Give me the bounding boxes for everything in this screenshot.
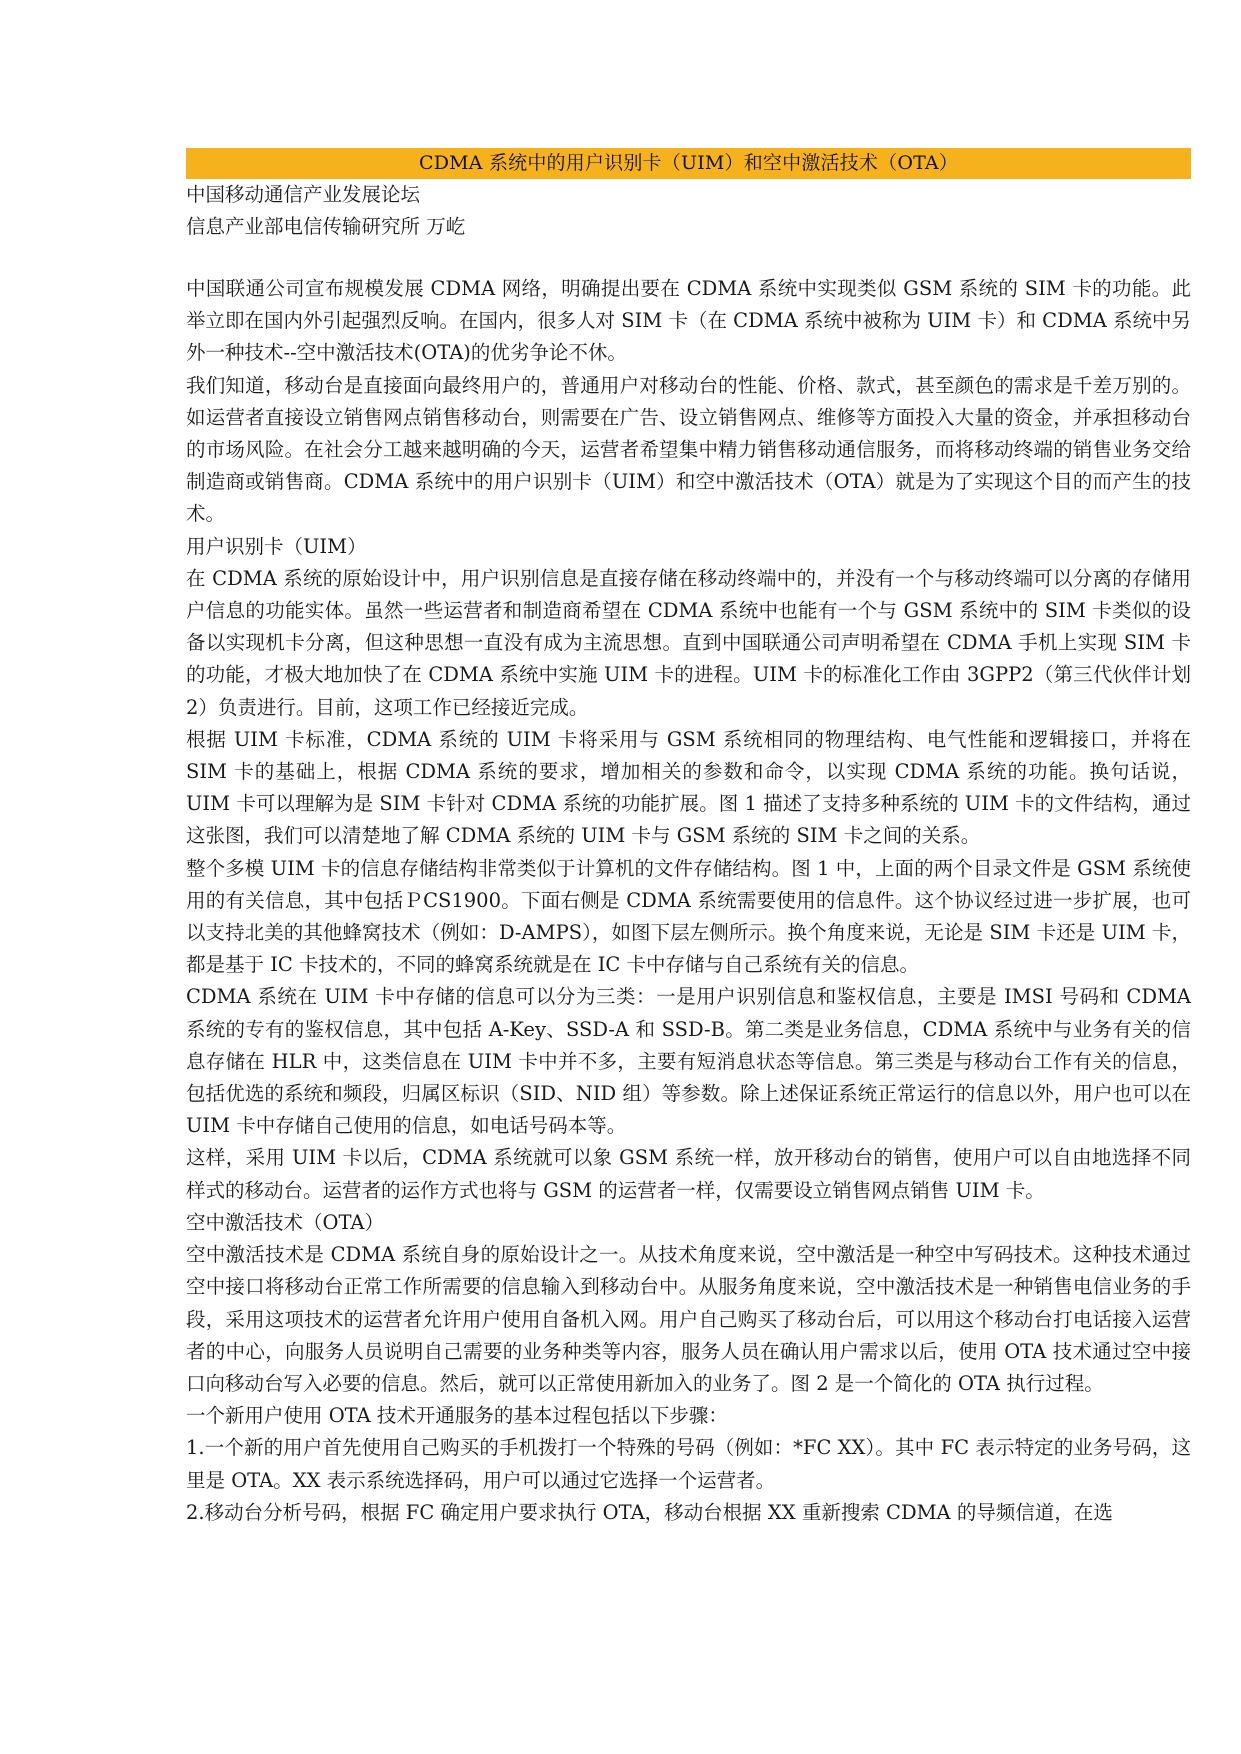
paragraph-ota-description: 空中激活技术是 CDMA 系统自身的原始设计之一。从技术角度来说，空中激活是一种空中写码技术。这种技术通过空中接口将移动台正常工作所需要的信息输入到移动台中。从服务角度来说，空中激活技术是一种销售电信业务的手段，采用这项技术的运营者允许用户使用自备机入网。用户自己购买了移动台后，可以用这个移动台打电话接入运营者的中心，向服务人员说明自己需要的业务种类等内容，服务人员在确认用户需求以后，使用 OTA 技术通过空中接口向移动台写入必要的信息。然后，就可以正常使用新加入的业务了。图 2 是一个简化的 OTA 执行过程。 (186, 1243, 1191, 1395)
paragraph-uim-info-types: CDMA 系统在 UIM 卡中存储的信息可以分为三类：一是用户识别信息和鉴权信息，主要是 IMSI 号码和 CDMA 系统的专有的鉴权信息，其中包括 A-Key、SSD-A 和 SSD-B。第二类是业务信息，CDMA 系统中与业务有关的信息存储在 HLR 中，这类信息在 UIM 卡中并不多，主要有短消息状态等信息。第三类是与移动台工作有关的信息，包括优选的系统和频段，归属区标识（SID、NID 组）等参数。除上述保证系统正常运行的信息以外，用户也可以在 UIM 卡中存储自己使用的信息，如电话号码本等。 (186, 985, 1191, 1138)
paragraph-ota-step-1: 1.一个新的用户首先使用自己购买的手机拨打一个特殊的号码（例如：*FC XX）。其中 FC 表示特定的业务号码，这里是 OTA。XX 表示系统选择码，用户可以通过它选择一个运营者。 (186, 1436, 1191, 1492)
paragraph-motivation: 我们知道，移动台是直接面向最终用户的，普通用户对移动台的性能、价格、款式，甚至颜色的需求是千差万别的。如运营者直接设立销售网点销售移动台，则需要在广告、设立销售网点、维修等方面投入大量的资金，并承担移动台的市场风险。在社会分工越来越明确的今天，运营者希望集中精力销售移动通信服务，而将移动终端的销售业务交给制造商或销售商。CDMA 系统中的用户识别卡（UIM）和空中激活技术（OTA）就是为了实现这个目的而产生的技术。 (186, 373, 1191, 526)
paragraph-ota-steps-intro: 一个新用户使用 OTA 技术开通服务的基本过程包括以下步骤： (186, 1404, 728, 1428)
section-heading-uim: 用户识别卡（UIM） (186, 534, 367, 558)
source-line: 中国移动通信产业发展论坛 (186, 183, 421, 206)
author-line: 信息产业部电信传输研究所 万屹 (186, 215, 466, 238)
blank-line (186, 243, 1191, 273)
section-heading-ota: 空中激活技术（OTA） (186, 1210, 385, 1234)
paragraph-uim-standard: 根据 UIM 卡标准，CDMA 系统的 UIM 卡将采用与 GSM 系统相同的物理结构、电气性能和逻辑接口，并将在 SIM 卡的基础上，根据 CDMA 系统的要求，增加相关的参数和命令，以实现 CDMA 系统的功能。换句话说，UIM 卡可以理解为是 SIM 卡针对 CDMA 系统的功能扩展。图 1 描述了支持多种系统的 UIM 卡的文件结构，通过这张图，我们可以清楚地了解 CDMA 系统的 UIM 卡与 GSM 系统的 SIM 卡之间的关系。 (186, 727, 1191, 848)
paragraph-ota-step-2: 2.移动台分析号码，根据 FC 确定用户要求执行 OTA，移动台根据 XX 重新搜索 CDMA 的导频信道，在选 (186, 1500, 1113, 1524)
paragraph-uim-history: 在 CDMA 系统的原始设计中，用户识别信息是直接存储在移动终端中的，并没有一个与移动终端可以分离的存储用户信息的功能实体。虽然一些运营者和制造商希望在 CDMA 系统中也能有一个与 GSM 系统中的 SIM 卡类似的设备以实现机卡分离，但这种思想一直没有成为主流思想。直到中国联通公司声明希望在 CDMA 手机上实现 SIM 卡的功能，才极大地加快了在 CDMA 系统中实施 UIM 卡的进程。UIM 卡的标准化工作由 3GPP2（第三代伙伴计划 2）负责进行。目前，这项工作已经接近完成。 (186, 566, 1191, 719)
paragraph-intro: 中国联通公司宣布规模发展 CDMA 网络，明确提出要在 CDMA 系统中实现类似 GSM 系统的 SIM 卡的功能。此举立即在国内外引起强烈反响。在国内，很多人对 SIM 卡（在 CDMA 系统中被称为 UIM 卡）和 CDMA 系统中另外一种技术--空中激活技术(OTA)的优劣争论不休。 (186, 277, 1191, 365)
document-page (186, 148, 1191, 1529)
paragraph-uim-structure: 整个多模 UIM 卡的信息存储结构非常类似于计算机的文件存储结构。图 1 中，上面的两个目录文件是 GSM 系统使用的有关信息，其中包括ＰCS1900。下面右侧是 CDMA 系统需要使用的信息件。这个协议经过进一步扩展，也可以支持北美的其他蜂窝技术（例如：D-AMPS），如图下层左侧所示。换个角度来说，无论是 SIM 卡还是 UIM 卡，都是基于 IC 卡技术的，不同的蜂窝系统就是在 IC 卡中存储与自己系统有关的信息。 (186, 856, 1191, 977)
paragraph-uim-conclusion: 这样，采用 UIM 卡以后，CDMA 系统就可以象 GSM 系统一样，放开移动台的销售，使用户可以自由地选择不同样式的移动台。运营者的运作方式也将与 GSM 的运营者一样，仅需要设立销售网点销售 UIM 卡。 (186, 1146, 1191, 1202)
document-title: CDMA 系统中的用户识别卡（UIM）和空中激活技术（OTA） (186, 148, 1191, 179)
